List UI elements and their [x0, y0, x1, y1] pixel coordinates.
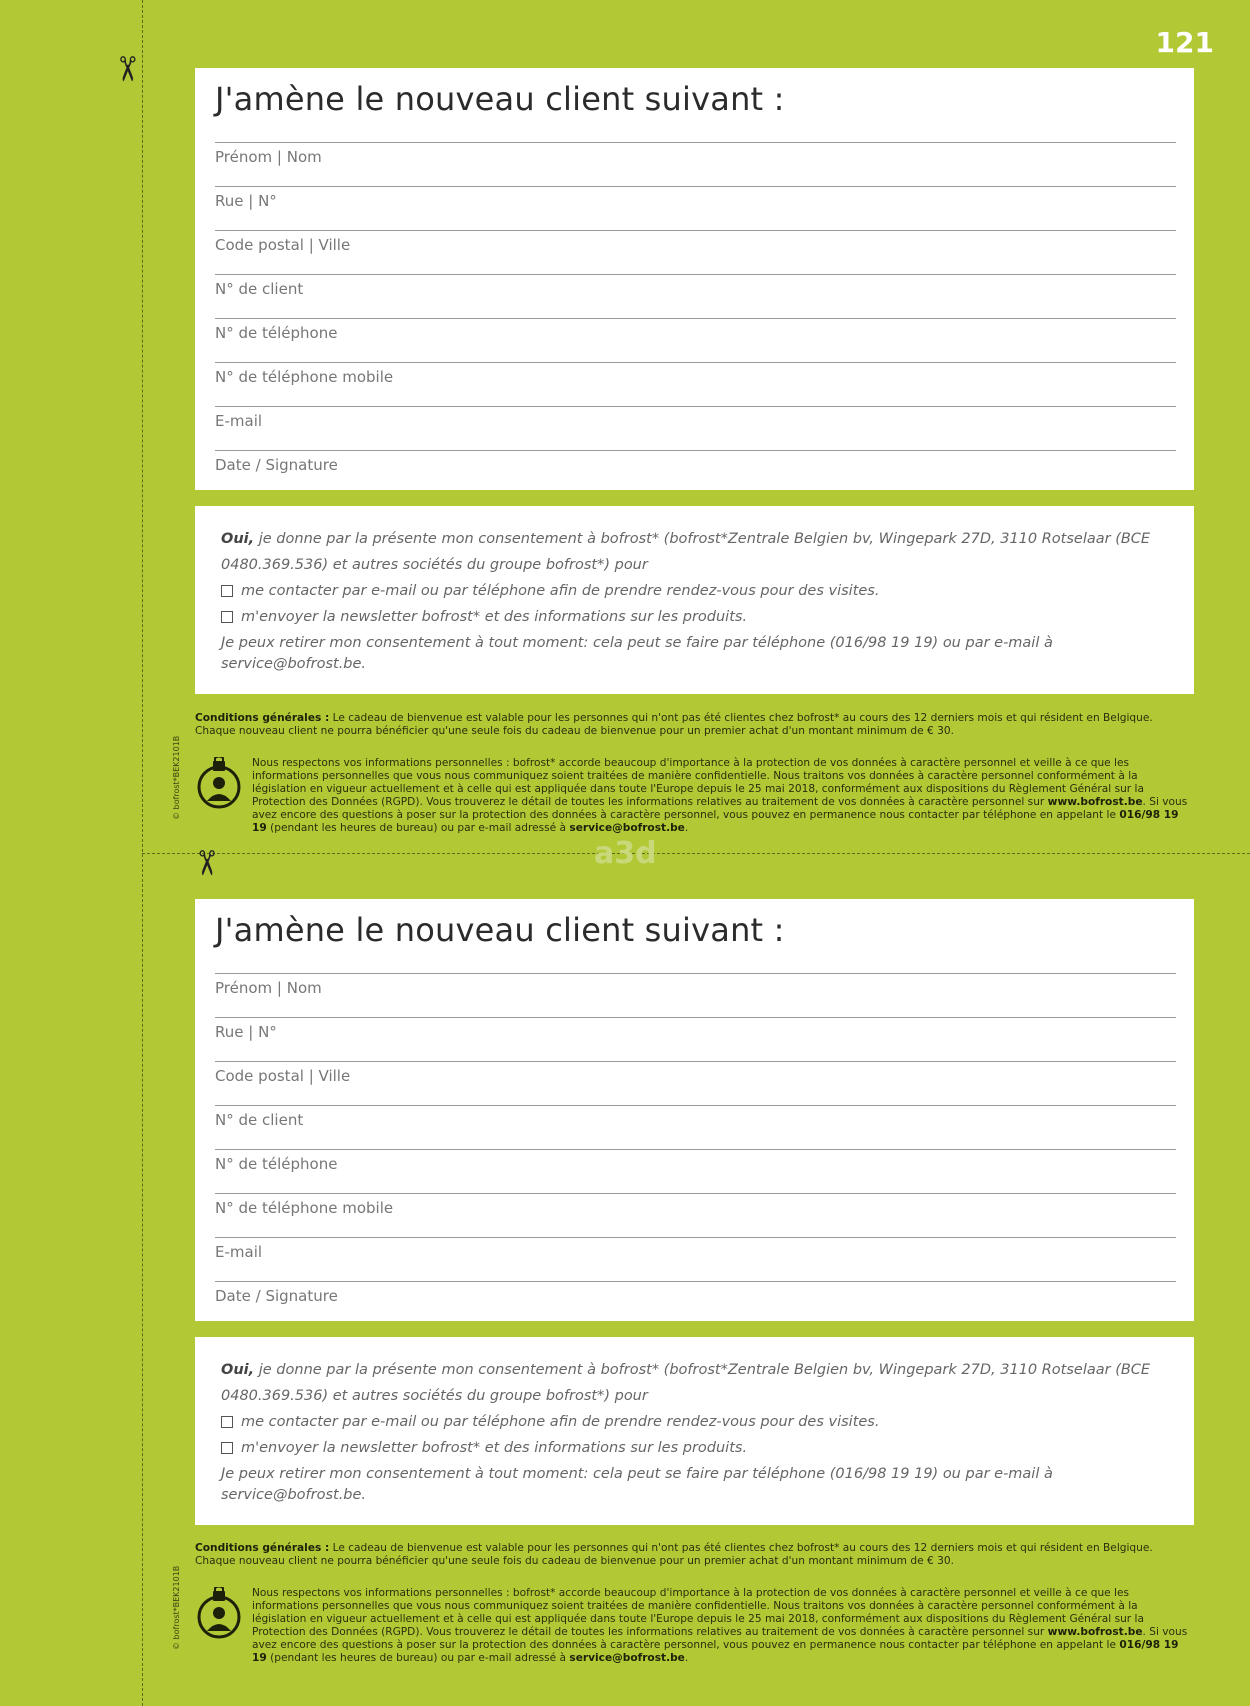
privacy-text: .	[684, 1652, 689, 1664]
phone-field[interactable]	[215, 1149, 1176, 1194]
field-label: N° de client	[215, 280, 304, 298]
field-label: Date / Signature	[215, 1287, 338, 1305]
email-link[interactable]: service@bofrost.be	[569, 822, 685, 834]
date-signature-field[interactable]	[215, 1281, 1176, 1326]
newsletter-checkbox[interactable]	[221, 611, 233, 623]
conditions-text: Le cadeau de bienvenue est valable pour les personnes qui n'ont pas été clientes chez bofrost* au cours des 12 derniers mois et qui résident en Belgique. Chaque nouveau client ne pourra bénéficier qu'une seule fois du cadeau de bienvenue pour un premier achat d'un montant minimum de € 30.	[195, 1542, 1153, 1567]
phone-number: 016/98 19 19	[252, 1639, 1179, 1664]
field-label: Date / Signature	[215, 456, 338, 474]
privacy-notice-1	[252, 757, 1192, 835]
consent-option-label: me contacter par e-mail ou par téléphone afin de prendre rendez-vous pour des visites.	[241, 1414, 880, 1430]
privacy-text: Nous respectons vos informations personnelles : bofrost* accorde beaucoup d'importance à la protection de vos données à caractère personnel et veille à ce que les informations personnelles que vous nous communiquez soient traitées de manière confidentielle. Nous traitons vos données à caractère personnel conformément à la législation en vigueur actuellement et à celle qui est appliquée dans toute l'Europe depuis le 25 mai 2018, conformément aux dispositions du Règlement Général sur la Protection des Données (RGPD). Vous trouverez le détail de toutes les informations relatives au traitement de vos données à caractère personnel sur	[252, 757, 1144, 808]
street-number-field[interactable]	[215, 1017, 1176, 1062]
privacy-text: Nous respectons vos informations personnelles : bofrost* accorde beaucoup d'importance à la protection de vos données à caractère personnel et veille à ce que les informations personnelles que vous nous communiquez soient traitées de manière confidentielle. Nous traitons vos données à caractère personnel conformément à la législation en vigueur actuellement et à celle qui est appliquée dans toute l'Europe depuis le 25 mai 2018, conformément aux dispositions du Règlement Général sur la Protection des Données (RGPD). Vous trouverez le détail de toutes les informations relatives au traitement de vos données à caractère personnel sur	[252, 1587, 1144, 1638]
field-label: N° de téléphone	[215, 1155, 338, 1173]
consent-option-label: me contacter par e-mail ou par téléphone afin de prendre rendez-vous pour des visites.	[241, 583, 880, 599]
field-label: E-mail	[215, 1243, 263, 1261]
consent-intro	[221, 1357, 1170, 1409]
consent-intro-text: je donne par la présente mon consentement à bofrost* (bofrost*Zentrale Belgien bv, Wingepark 27D, 3110 Rotselaar (BCE 0480.369.536) et autres sociétés du groupe bofrost*) pour	[221, 531, 1151, 573]
field-label: Rue | N°	[215, 192, 277, 210]
consent-option-contact	[221, 578, 1170, 604]
privacy-text: (pendant les heures de bureau) ou par e-mail adressé à	[266, 1652, 570, 1664]
postal-code-city-field[interactable]	[215, 230, 1176, 275]
email-field[interactable]	[215, 1237, 1176, 1282]
conditions-label: Conditions générales :	[195, 1542, 330, 1554]
horizontal-cut-line	[142, 853, 1250, 854]
contact-checkbox[interactable]	[221, 1416, 233, 1428]
website-link[interactable]: www.bofrost.be	[1047, 796, 1143, 808]
consent-box-2	[195, 1337, 1194, 1525]
field-label: N° de client	[215, 1111, 304, 1129]
consent-option-newsletter	[221, 1435, 1170, 1461]
consent-option-newsletter	[221, 604, 1170, 630]
consent-retract-text: Je peux retirer mon consentement à tout moment: cela peut se faire par téléphone (016/98 19 19) ou par e-mail à service@bofrost.be.	[221, 1466, 1053, 1503]
conditions-text: Le cadeau de bienvenue est valable pour les personnes qui n'ont pas été clientes chez bofrost* au cours des 12 derniers mois et qui résident en Belgique. Chaque nouveau client ne pourra bénéficier qu'une seule fois du cadeau de bienvenue pour un premier achat d'un montant minimum de € 30.	[195, 712, 1153, 737]
newsletter-checkbox[interactable]	[221, 1442, 233, 1454]
postal-code-city-field[interactable]	[215, 1061, 1176, 1106]
side-copyright: © bofrost*BEK2101B	[172, 1565, 181, 1650]
consent-intro	[221, 526, 1170, 578]
new-client-form-1	[195, 68, 1194, 490]
conditions-label: Conditions générales :	[195, 712, 330, 724]
email-field[interactable]	[215, 406, 1176, 451]
mobile-phone-field[interactable]	[215, 362, 1176, 407]
consent-oui: Oui,	[221, 531, 255, 547]
field-label: N° de téléphone	[215, 324, 338, 342]
privacy-lock-icon	[196, 757, 242, 809]
new-client-form-2	[195, 899, 1194, 1321]
privacy-lock-icon	[196, 1587, 242, 1639]
consent-option-label: m'envoyer la newsletter bofrost* et des informations sur les produits.	[241, 609, 748, 625]
field-label: N° de téléphone mobile	[215, 1199, 394, 1217]
field-label: Code postal | Ville	[215, 236, 351, 254]
form-title: J'amène le nouveau client suivant :	[215, 80, 785, 118]
website-link[interactable]: www.bofrost.be	[1047, 1626, 1143, 1638]
privacy-notice-2	[252, 1587, 1192, 1665]
date-signature-field[interactable]	[215, 450, 1176, 495]
email-link[interactable]: service@bofrost.be	[569, 1652, 685, 1664]
first-last-name-field[interactable]	[215, 973, 1176, 1018]
field-label: Code postal | Ville	[215, 1067, 351, 1085]
client-number-field[interactable]	[215, 274, 1176, 319]
privacy-text: . Si vous avez encore des questions à poser sur la protection des données à caractère personnel, vous pouvez en permanence nous contacter par téléphone en appelant le	[252, 1626, 1188, 1651]
scissors-icon: ✂	[188, 848, 229, 878]
field-label: Prénom | Nom	[215, 148, 322, 166]
field-label: Prénom | Nom	[215, 979, 322, 997]
field-label: Rue | N°	[215, 1023, 277, 1041]
consent-box-1	[195, 506, 1194, 694]
page-number: 121	[1155, 26, 1214, 59]
scissors-icon: ✂	[106, 54, 147, 84]
privacy-text: .	[684, 822, 689, 834]
mobile-phone-field[interactable]	[215, 1193, 1176, 1238]
consent-intro-text: je donne par la présente mon consentement à bofrost* (bofrost*Zentrale Belgien bv, Wingepark 27D, 3110 Rotselaar (BCE 0480.369.536) et autres sociétés du groupe bofrost*) pour	[221, 1362, 1151, 1404]
watermark: a3d	[594, 836, 657, 871]
consent-oui: Oui,	[221, 1362, 255, 1378]
consent-option-contact	[221, 1409, 1170, 1435]
side-copyright: © bofrost*BEK2101B	[172, 735, 181, 820]
privacy-text: (pendant les heures de bureau) ou par e-mail adressé à	[266, 822, 570, 834]
contact-checkbox[interactable]	[221, 585, 233, 597]
field-label: E-mail	[215, 412, 263, 430]
consent-retract-text: Je peux retirer mon consentement à tout moment: cela peut se faire par téléphone (016/98 19 19) ou par e-mail à service@bofrost.be.	[221, 635, 1053, 672]
form-title: J'amène le nouveau client suivant :	[215, 911, 785, 949]
phone-number: 016/98 19 19	[252, 809, 1179, 834]
general-conditions-2	[195, 1542, 1195, 1568]
street-number-field[interactable]	[215, 186, 1176, 231]
field-label: N° de téléphone mobile	[215, 368, 394, 386]
phone-field[interactable]	[215, 318, 1176, 363]
client-number-field[interactable]	[215, 1105, 1176, 1150]
general-conditions-1	[195, 712, 1195, 738]
privacy-text: . Si vous avez encore des questions à poser sur la protection des données à caractère personnel, vous pouvez en permanence nous contacter par téléphone en appelant le	[252, 796, 1188, 821]
first-last-name-field[interactable]	[215, 142, 1176, 187]
consent-option-label: m'envoyer la newsletter bofrost* et des informations sur les produits.	[241, 1440, 748, 1456]
